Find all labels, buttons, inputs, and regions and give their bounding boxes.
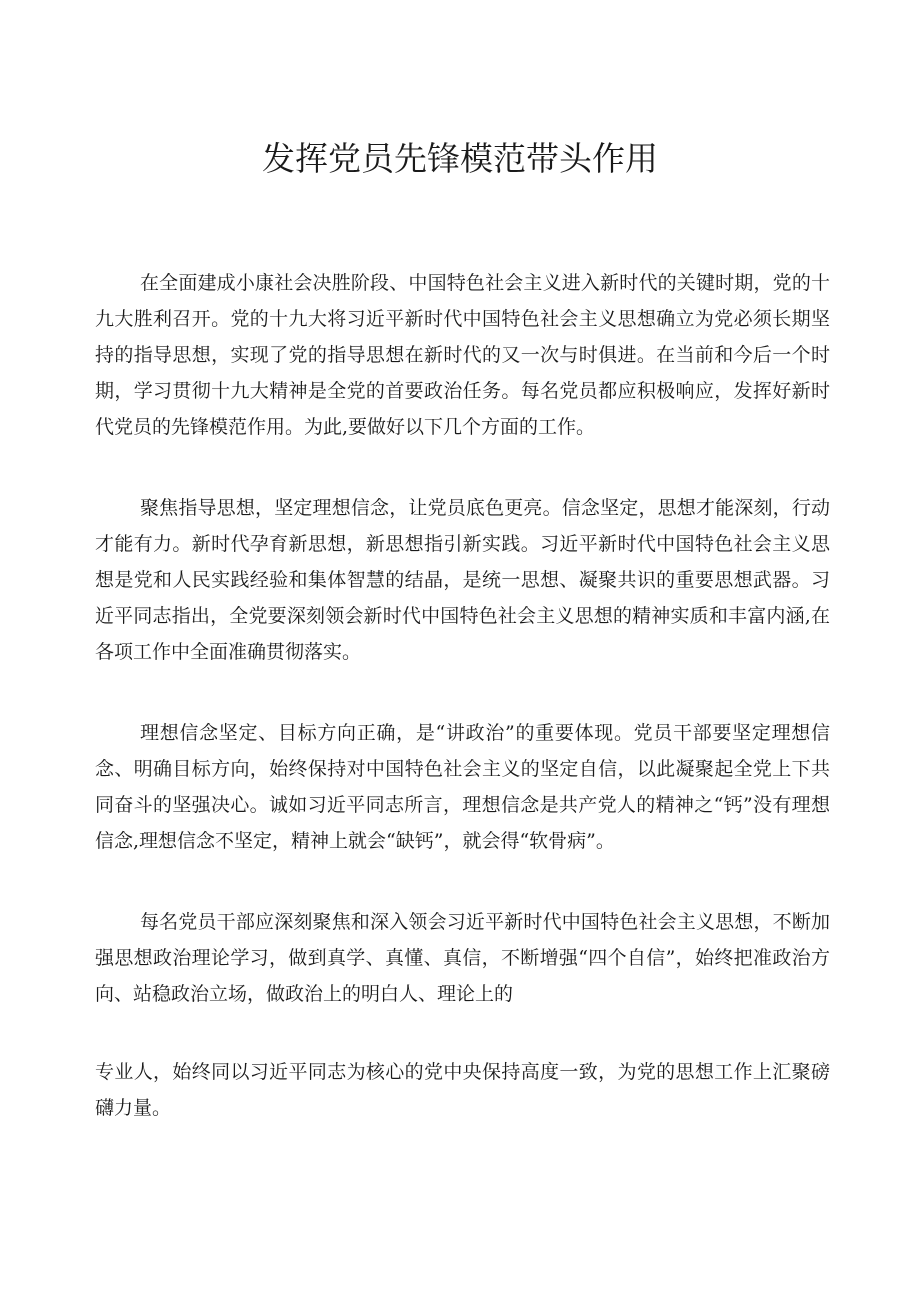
document-title: 发挥党员先锋模范带头作用 (262, 139, 658, 178)
paragraph-2: 聚焦指导思想，坚定理想信念，让党员底色更亮。信念坚定，思想才能深刻，行动才能有力。新时代孕育新思想，新思想指引新实践。习近平新时代中国特色社会主义思想是党和人民实践经验和集体智慧的结晶，是统一思想、凝聚共识的重要思想武器。习近平同志指出，全党要深刻领会新时代中国特色社会主义思想的精神实质和丰富内涵,在各项工作中全面准确贯彻落实。 (95, 497, 830, 663)
paragraph-3: 理想信念坚定、目标方向正确，是“讲政治”的重要体现。党员干部要坚定理想信念、明确目标方向，始终保持对中国特色社会主义的坚定自信，以此凝聚起全党上下共同奋斗的坚强决心。诚如习近平同志所言，理想信念是共产党人的精神之“钙”没有理想信念,理想信念不坚定，精神上就会“缺钙”，就会得“软骨病”。 (95, 722, 830, 852)
paragraph-4: 每名党员干部应深刻聚焦和深入领会习近平新时代中国特色社会主义思想，不断加强思想政治理论学习，做到真学、真懂、真信，不断增强“四个自信”，始终把准政治方向、站稳政治立场，做政治上的明白人、理论上的 (95, 911, 830, 1005)
paragraph-5-continuation: 专业人，始终同以习近平同志为核心的党中央保持高度一致，为党的思想工作上汇聚磅礴力量。 (95, 1061, 830, 1119)
paragraph-1: 在全面建成小康社会决胜阶段、中国特色社会主义进入新时代的关键时期，党的十九大胜利召开。党的十九大将习近平新时代中国特色社会主义思想确立为党必须长期坚持的指导思想，实现了党的指导思想在新时代的又一次与时俱进。在当前和今后一个时期，学习贯彻十九大精神是全党的首要政治任务。每名党员都应积极响应，发挥好新时代党员的先锋模范作用。为此,要做好以下几个方面的工作。 (95, 272, 830, 438)
